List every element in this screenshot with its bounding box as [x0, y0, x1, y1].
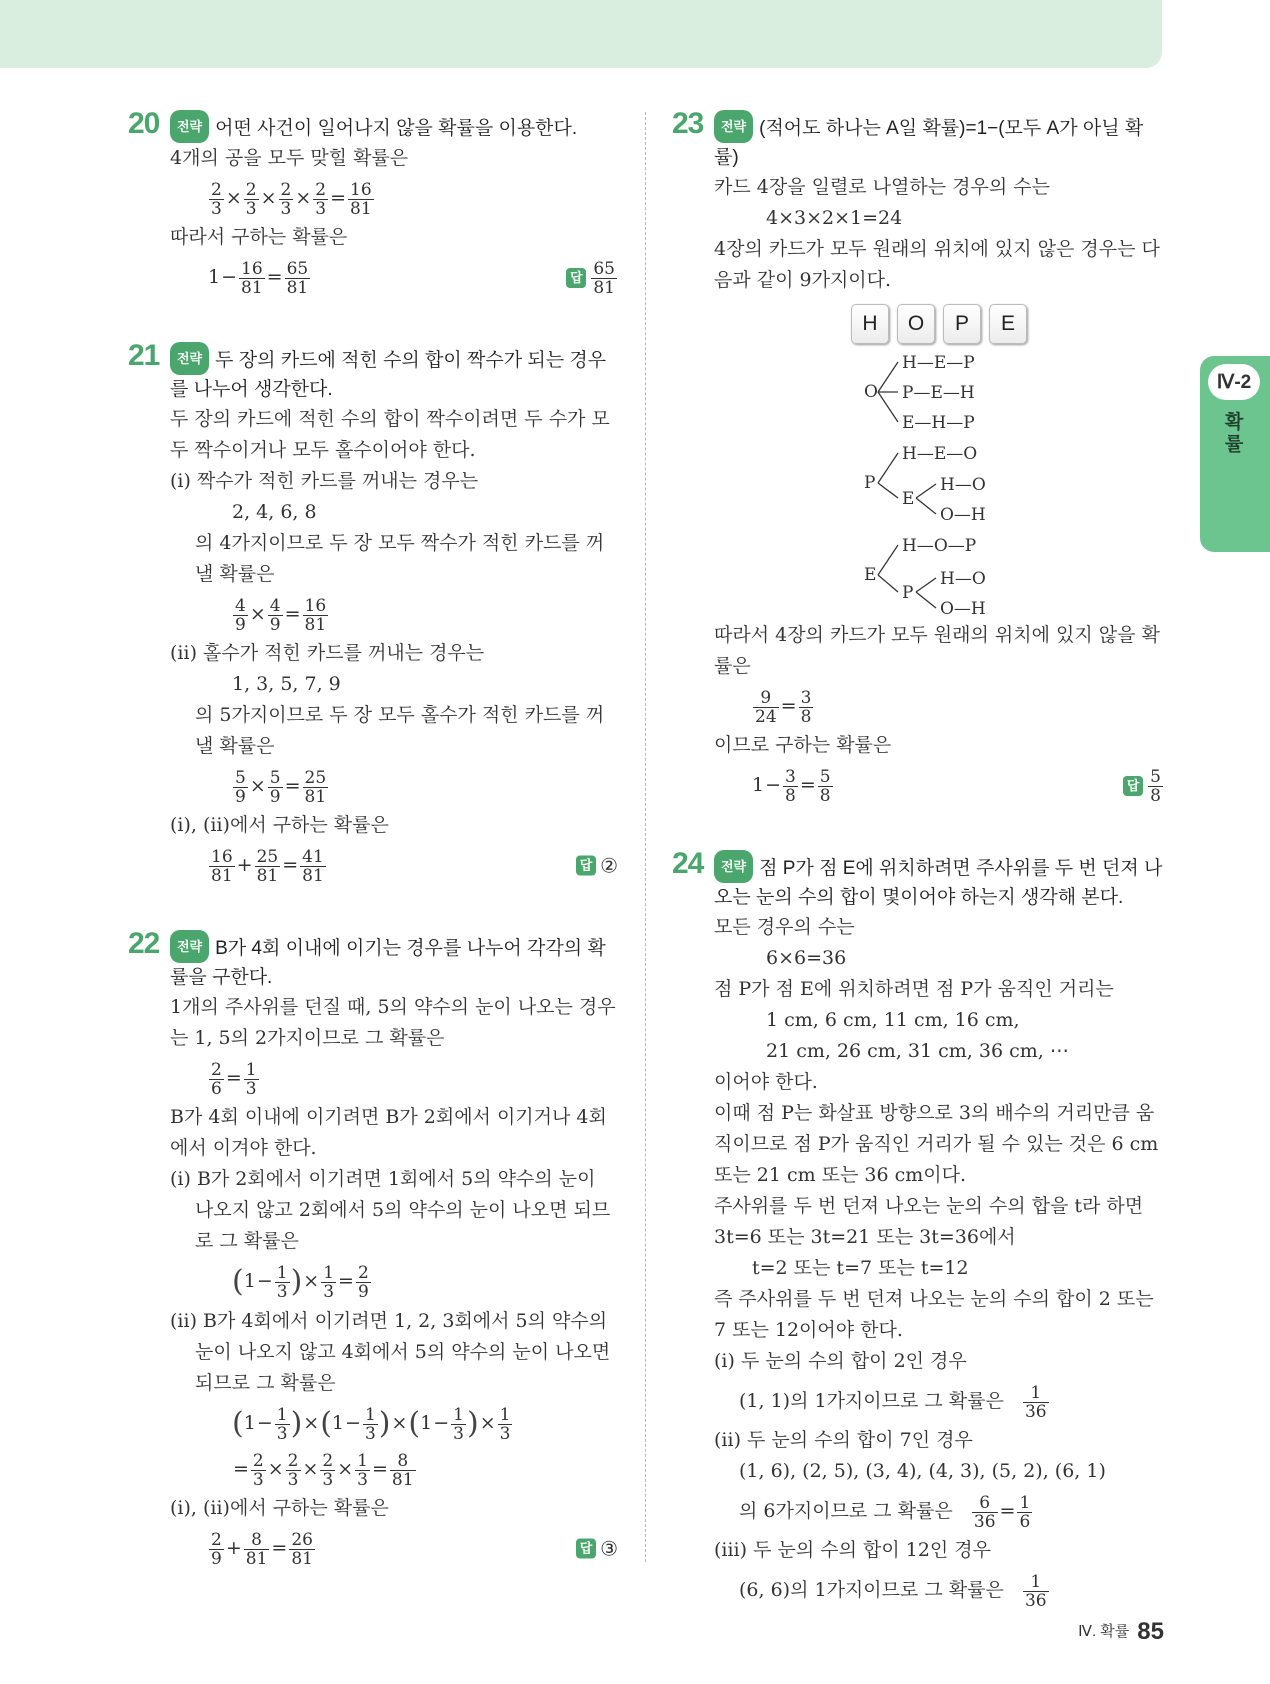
- strategy-badge: 전략: [714, 850, 753, 883]
- equation: 6×6=36: [766, 947, 847, 969]
- tree-branch: E—H—P: [902, 413, 975, 433]
- equation: t=2 또는 t=7 또는 t=12: [752, 1257, 969, 1279]
- card: E: [989, 304, 1027, 344]
- strategy-text: (적어도 하나는 A일 확률)=1−(모두 A가 아닐 확률): [714, 118, 1144, 168]
- solution-line: 이때 점 P는 화살표 방향으로 3의 배수의 거리만큼 움직이므로 점 P가 움직인 거리가 될 수 있는 것은 6 cm 또는 21 cm 또는 36 cm이다.: [714, 1102, 1159, 1186]
- left-column: [128, 107, 618, 1613]
- solution-line: 즉 주사위를 두 번 던져 나오는 눈의 수의 합이 2 또는 7 또는 12이어야 한다.: [714, 1288, 1154, 1341]
- strategy-badge: 전략: [170, 930, 209, 963]
- case-2: (ⅱ) 홀수가 적힌 카드를 꺼내는 경우는: [170, 642, 485, 664]
- problem-20: [128, 107, 618, 298]
- strategy-badge: 전략: [170, 110, 209, 143]
- list: 1, 3, 5, 7, 9: [232, 673, 341, 695]
- answer: 답 $\frac{65}{81}$: [566, 256, 618, 298]
- chapter-label: 확 률: [1224, 412, 1244, 455]
- case-1: (ⅰ) 짝수가 적힌 카드를 꺼내는 경우는: [170, 470, 479, 492]
- problem-number: 22: [128, 927, 160, 960]
- tree-root: E: [864, 565, 877, 585]
- equation: (1, 1)의 1가지이므로 그 확률은 $\frac{1}{36}$: [739, 1382, 1047, 1422]
- card: P: [943, 304, 981, 344]
- problem-number: 24: [672, 847, 704, 880]
- solution-line: 카드 4장을 일렬로 나열하는 경우의 수는: [714, 176, 1050, 198]
- solution-line: 이므로 구하는 확률은: [714, 734, 892, 756]
- equation: 21 cm, 26 cm, 31 cm, 36 cm, ⋯: [766, 1040, 1069, 1062]
- problem-21: [128, 339, 618, 886]
- equation: $\frac{2}{3}$ × $\frac{2}{3}$ × $\frac{2}{3}$ × $\frac{2}{3}$ = $\frac{16}{81}$: [211, 179, 372, 219]
- footer-chapter: Ⅳ. 확률: [1078, 1623, 1130, 1640]
- solution-line: 의 5가지이므로 두 장 모두 홀수가 적힌 카드를 꺼낼 확률은: [195, 704, 605, 757]
- tree-branch: E: [902, 489, 915, 509]
- equation: (6, 6)의 1가지이므로 그 확률은 $\frac{1}{36}$: [739, 1571, 1047, 1611]
- problem-24: [672, 847, 1164, 1611]
- equation: $\frac{4}{9}$ × $\frac{4}{9}$ = $\frac{16}{81}$: [235, 595, 327, 635]
- solution-line: 의 4가지이므로 두 장 모두 짝수가 적힌 카드를 꺼낼 확률은: [195, 532, 605, 585]
- solution-line: 점 P가 점 E에 위치하려면 점 P가 움직인 거리는: [714, 978, 1114, 1000]
- card: O: [897, 304, 935, 344]
- equation: 4×3×2×1=24: [766, 207, 903, 229]
- tree-root: O: [864, 382, 878, 402]
- solution-line: 1개의 주사위를 던질 때, 5의 약수의 눈이 나오는 경우는 1, 5의 2가지이므로 그 확률은: [170, 996, 616, 1049]
- answer: 답 ③: [576, 1527, 618, 1570]
- tree-branch: H—O: [940, 569, 986, 589]
- answer-mark: 답: [1123, 776, 1143, 796]
- strategy-text: 두 장의 카드에 적힌 수의 합이 짝수가 되는 경우를 나누어 생각한다.: [170, 350, 607, 400]
- solution-line: 모든 경우의 수는: [714, 916, 855, 938]
- equation: $\frac{2}{9}$ + $\frac{8}{81}$ = $\frac{26}{81}$ 답 ③: [170, 1527, 618, 1569]
- case-1: (ⅰ) B가 2회에서 이기려면 1회에서 5의 약수의 눈이 나오지 않고 2회에서 5의 약수의 눈이 나오면 되므로 그 확률은: [170, 1168, 611, 1252]
- problem-number: 21: [128, 339, 160, 372]
- tree-branch: P—E—H: [902, 383, 975, 403]
- page-footer: [1078, 1618, 1164, 1646]
- solution-line: (ⅰ), (ⅱ)에서 구하는 확률은: [170, 1497, 389, 1519]
- strategy-text: 점 P가 점 E에 위치하려면 주사위를 두 번 던져 나오는 눈의 수의 합이 몇이어야 하는지 생각해 본다.: [714, 858, 1163, 908]
- equation: (1− $\frac{1}{3}$ )× $\frac{1}{3}$ = $\frac{2}{9}$: [232, 1262, 369, 1302]
- tree-root: P: [864, 473, 876, 493]
- answer-mark: 답: [576, 856, 596, 876]
- tree-branch: P: [902, 583, 914, 603]
- tree-diagram: [864, 350, 1024, 620]
- strategy-text: B가 4회 이내에 이기는 경우를 나누어 각각의 확률을 구한다.: [170, 938, 606, 988]
- solution-line: 두 장의 카드에 적힌 수의 합이 짝수이려면 두 수가 모두 짝수이거나 모두 홀수이어야 한다.: [170, 408, 610, 461]
- strategy-badge: 전략: [170, 342, 209, 375]
- equation: 1 cm, 6 cm, 11 cm, 16 cm,: [766, 1009, 1020, 1031]
- tree-branch: H—E—O: [902, 444, 978, 464]
- solution-line: B가 4회 이내에 이기려면 B가 2회에서 이기거나 4회에서 이겨야 한다.: [170, 1106, 607, 1159]
- strategy-text: 어떤 사건이 일어나지 않을 확률을 이용한다.: [215, 118, 578, 139]
- problem-23: [672, 107, 1164, 806]
- equation: 1− $\frac{3}{8}$ = $\frac{5}{8}$ 답 $\frac{5}{8}$: [714, 764, 1164, 806]
- equation: 의 6가지이므로 그 확률은 $\frac{6}{36}$ = $\frac{1}{6}$: [739, 1492, 1031, 1532]
- card: H: [851, 304, 889, 344]
- equation: $\frac{16}{81}$ + $\frac{25}{81}$ = $\frac{41}{81}$ 답 ②: [170, 844, 618, 886]
- tree-branch: H—E—P: [902, 353, 975, 373]
- tree-branch: H—O—P: [902, 536, 977, 556]
- solution-line: (ⅰ), (ⅱ)에서 구하는 확률은: [170, 814, 389, 836]
- equation: $\frac{5}{9}$ × $\frac{5}{9}$ = $\frac{25}{81}$: [235, 767, 327, 807]
- solution-line: 주사위를 두 번 던져 나오는 눈의 수의 합을 t라 하면: [714, 1195, 1144, 1217]
- solution-line: 따라서 구하는 확률은: [170, 226, 348, 248]
- answer: 답 ②: [576, 844, 618, 887]
- answer-mark: 답: [566, 268, 586, 288]
- tree-branch: H—O: [940, 475, 986, 495]
- case-3: (ⅲ) 두 눈의 수의 합이 12인 경우: [714, 1539, 992, 1561]
- problem-22: [128, 927, 618, 1569]
- chapter-side-tab[interactable]: [1200, 356, 1270, 552]
- solution-line: 이어야 한다.: [714, 1071, 818, 1093]
- solution-line: 4장의 카드가 모두 원래의 위치에 있지 않은 경우는 다음과 같이 9가지이다.: [714, 238, 1160, 291]
- problem-number: 23: [672, 107, 704, 140]
- answer-mark: 답: [576, 1539, 596, 1559]
- equation: (1− $\frac{1}{3}$ )×(1− $\frac{1}{3}$ )×(1− $\frac{1}{3}$ )× $\frac{1}{3}$: [232, 1404, 511, 1444]
- tree-branch: O—H: [940, 599, 986, 619]
- list: 2, 4, 6, 8: [232, 501, 317, 523]
- problem-number: 20: [128, 107, 160, 140]
- page-number: 85: [1137, 1618, 1164, 1645]
- equation: $\frac{9}{24}$ = $\frac{3}{8}$: [755, 687, 812, 727]
- tree-branch: O—H: [940, 505, 986, 525]
- equation: $\frac{2}{6}$ = $\frac{1}{3}$: [211, 1059, 257, 1099]
- answer: 답 $\frac{5}{8}$: [1123, 764, 1164, 806]
- case-1: (ⅰ) 두 눈의 수의 합이 2인 경우: [714, 1350, 967, 1372]
- card-row: [714, 304, 1164, 344]
- list: (1, 6), (2, 5), (3, 4), (4, 3), (5, 2), (6, 1): [739, 1460, 1106, 1482]
- solution-line: 4개의 공을 모두 맞힐 확률은: [170, 147, 409, 169]
- right-column: [672, 107, 1164, 1655]
- case-2: (ⅱ) B가 4회에서 이기려면 1, 2, 3회에서 5의 약수의 눈이 나오지 않고 4회에서 5의 약수의 눈이 나오면 되므로 그 확률은: [170, 1310, 611, 1394]
- solution-line: 3t=6 또는 3t=21 또는 3t=36에서: [714, 1226, 1016, 1248]
- top-band: [0, 0, 1162, 68]
- solution-line: 따라서 4장의 카드가 모두 원래의 위치에 있지 않을 확률은: [714, 624, 1160, 677]
- case-2: (ⅱ) 두 눈의 수의 합이 7인 경우: [714, 1429, 973, 1451]
- column-divider: [645, 112, 646, 1562]
- strategy-badge: 전략: [714, 110, 753, 143]
- equation: = $\frac{2}{3}$ × $\frac{2}{3}$ × $\frac{2}{3}$ × $\frac{1}{3}$ = $\frac{8}{81}$: [233, 1450, 414, 1490]
- chapter-code: Ⅳ-2: [1208, 364, 1260, 400]
- equation: 1− $\frac{16}{81}$ = $\frac{65}{81}$ 답 $\frac{65}{81}$: [170, 256, 618, 298]
